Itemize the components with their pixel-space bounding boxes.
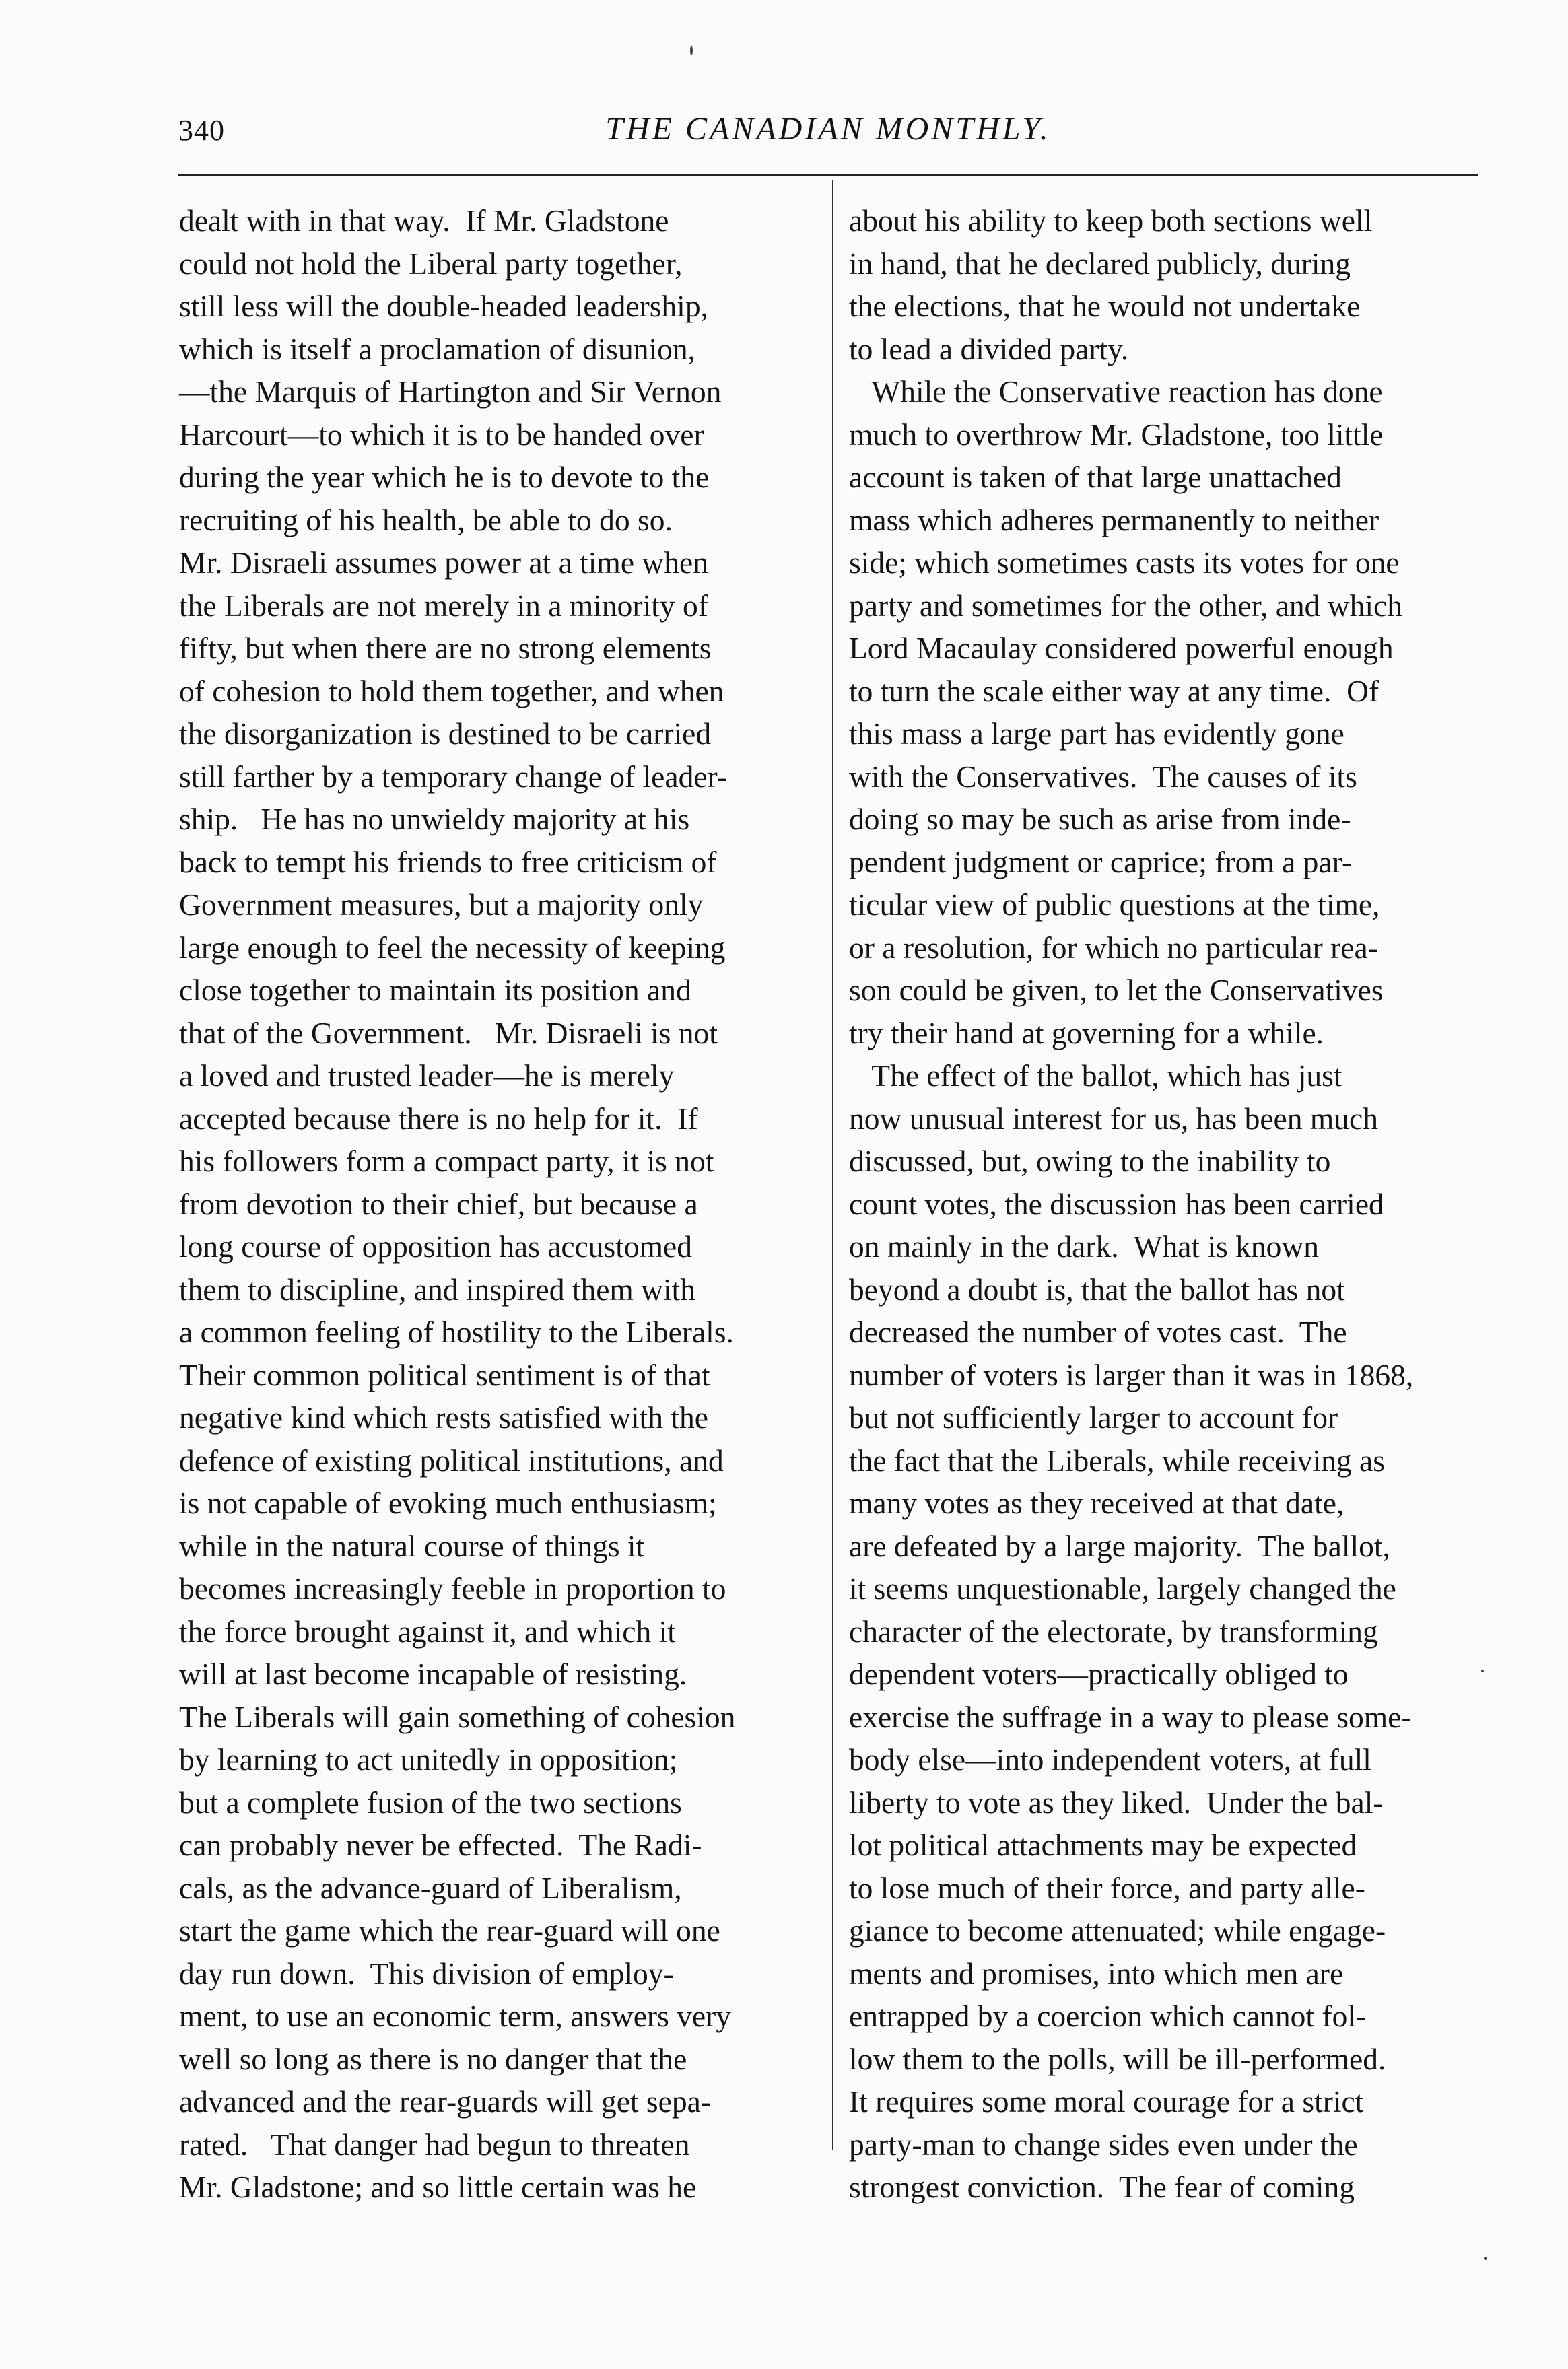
text-line: recruiting of his health, be able to do so. (179, 502, 673, 537)
text-line: exercise the suffrage in a way to please some- (849, 1699, 1412, 1734)
text-line: count votes, the discussion has been carried (849, 1186, 1384, 1221)
text-line: lot political attachments may be expected (849, 1828, 1357, 1862)
text-line: accepted because there is no help for it. If (179, 1101, 698, 1136)
text-line: is not capable of evoking much enthusiasm; (179, 1486, 717, 1520)
text-line: in hand, that he declared publicly, during (849, 246, 1351, 281)
scan-speck (1484, 2257, 1487, 2260)
text-line: fifty, but when there are no strong elements (179, 631, 712, 665)
text-line: pendent judgment or caprice; from a par- (849, 844, 1352, 879)
text-line: from devotion to their chief, but because a (179, 1186, 698, 1221)
text-line: with the Conservatives. The causes of its (849, 759, 1357, 794)
text-line: day run down. This division of employ- (179, 1956, 674, 1991)
text-line: It requires some moral courage for a strict (849, 2084, 1364, 2119)
text-line: party-man to change sides even under the (849, 2127, 1358, 2162)
text-line: giance to become attenuated; while engage- (849, 1913, 1386, 1948)
text-line: while in the natural course of things it (179, 1528, 645, 1563)
text-line: son could be given, to let the Conservatives (849, 973, 1384, 1007)
text-line: The effect of the ballot, which has just (849, 1058, 1342, 1093)
text-line: Mr. Disraeli assumes power at a time when (179, 545, 708, 580)
text-line: about his ability to keep both sections well (849, 203, 1373, 238)
text-line: liberty to vote as they liked. Under the bal- (849, 1785, 1384, 1820)
text-line: to turn the scale either way at any time. Of (849, 673, 1379, 708)
text-line: now unusual interest for us, has been much (849, 1101, 1378, 1136)
text-line: number of voters is larger than it was in 1868, (849, 1357, 1414, 1392)
text-line: this mass a large part has evidently gone (849, 716, 1344, 751)
text-line: entrapped by a coercion which cannot fol- (849, 1999, 1367, 2033)
scan-speck (1481, 1670, 1484, 1672)
text-line: it seems unquestionable, largely changed the (849, 1571, 1396, 1606)
page-header (178, 108, 1478, 162)
text-line: body else—into independent voters, at full (849, 1742, 1371, 1777)
text-line: will at last become incapable of resisting. (179, 1657, 687, 1691)
text-line: of cohesion to hold them together, and when (179, 673, 724, 708)
text-line: are defeated by a large majority. The ballot, (849, 1528, 1390, 1563)
text-line: rated. That danger had begun to threaten (179, 2127, 690, 2162)
text-line: which is itself a proclamation of disunion, (179, 331, 696, 366)
text-line: the disorganization is destined to be carried (179, 716, 712, 751)
text-line: ment, to use an economic term, answers very (179, 1999, 731, 2033)
text-line: cals, as the advance-guard of Liberalism, (179, 1870, 682, 1905)
text-line: can probably never be effected. The Radi- (179, 1828, 702, 1862)
text-line: While the Conservative reaction has done (849, 374, 1383, 409)
text-line: ticular view of public questions at the time, (849, 887, 1380, 922)
text-line: Lord Macaulay considered powerful enough (849, 631, 1394, 665)
left-column (179, 199, 819, 2209)
text-line: them to discipline, and inspired them with (179, 1272, 696, 1307)
text-line: that of the Government. Mr. Disraeli is not (179, 1015, 718, 1050)
text-line: but not sufficiently larger to account for (849, 1400, 1338, 1435)
text-line: a loved and trusted leader—he is merely (179, 1058, 675, 1093)
text-line: ship. He has no unwieldy majority at his (179, 802, 690, 836)
text-line: Government measures, but a majority only (179, 887, 704, 922)
text-line: ments and promises, into which men are (849, 1956, 1344, 1991)
text-line: but a complete fusion of the two sections (179, 1785, 682, 1820)
text-line: well so long as there is no danger that the (179, 2041, 687, 2076)
text-line: could not hold the Liberal party together, (179, 246, 683, 281)
text-line: —the Marquis of Hartington and Sir Vernon (179, 374, 722, 409)
text-line: Harcourt—to which it is to be handed over (179, 417, 704, 452)
text-line: dealt with in that way. If Mr. Gladstone (179, 203, 669, 238)
text-line: long course of opposition has accustomed (179, 1229, 692, 1264)
text-line: side; which sometimes casts its votes for one (849, 545, 1400, 580)
text-line: negative kind which rests satisfied with the (179, 1400, 708, 1435)
text-line: The Liberals will gain something of cohesion (179, 1699, 736, 1734)
text-line: to lead a divided party. (849, 331, 1129, 366)
text-line: many votes as they received at that date, (849, 1486, 1344, 1520)
text-line: mass which adheres permanently to neither (849, 502, 1379, 537)
text-line: the force brought against it, and which it (179, 1614, 676, 1649)
text-line: much to overthrow Mr. Gladstone, too little (849, 417, 1384, 452)
text-line: or a resolution, for which no particular rea- (849, 930, 1378, 965)
text-line: the fact that the Liberals, while receiving as (849, 1443, 1385, 1478)
column-divider (832, 180, 833, 2150)
text-line: the elections, that he would not undertake (849, 289, 1361, 323)
text-line: dependent voters—practically obliged to (849, 1657, 1349, 1691)
text-line: defence of existing political institutions, and (179, 1443, 724, 1478)
text-line: still less will the double-headed leadership, (179, 289, 708, 323)
text-line: his followers form a compact party, it is not (179, 1144, 714, 1178)
text-line: on mainly in the dark. What is known (849, 1229, 1319, 1264)
text-line: advanced and the rear-guards will get sepa- (179, 2084, 711, 2119)
text-line: Their common political sentiment is of that (179, 1357, 710, 1392)
text-line: strongest conviction. The fear of coming (849, 2170, 1355, 2204)
text-line: account is taken of that large unattached (849, 460, 1342, 494)
text-line: the Liberals are not merely in a minority of (179, 588, 708, 623)
text-line: start the game which the rear-guard will one (179, 1913, 720, 1948)
text-line: still farther by a temporary change of leader- (179, 759, 727, 794)
text-line: back to tempt his friends to free criticism of (179, 844, 717, 879)
text-line: close together to maintain its position and (179, 973, 691, 1007)
text-line: try their hand at governing for a while. (849, 1015, 1324, 1050)
text-line: Mr. Gladstone; and so little certain was he (179, 2170, 697, 2204)
text-line: becomes increasingly feeble in proportion to (179, 1571, 726, 1606)
text-line: by learning to act unitedly in opposition; (179, 1742, 678, 1777)
text-line: a common feeling of hostility to the Liberals. (179, 1315, 734, 1349)
text-line: low them to the polls, will be ill-performed. (849, 2041, 1386, 2076)
text-line: decreased the number of votes cast. The (849, 1315, 1347, 1349)
text-line: large enough to feel the necessity of keeping (179, 930, 726, 965)
header-rule (178, 174, 1478, 176)
scan-speck (690, 46, 693, 55)
text-line: party and sometimes for the other, and which (849, 588, 1402, 623)
text-line: doing so may be such as arise from inde- (849, 802, 1351, 836)
text-line: character of the electorate, by transforming (849, 1614, 1378, 1649)
text-line: to lose much of their force, and party alle- (849, 1870, 1365, 1905)
text-line: discussed, but, owing to the inability to (849, 1144, 1331, 1178)
right-column (849, 199, 1475, 2209)
text-line: during the year which he is to devote to the (179, 460, 710, 494)
text-line: beyond a doubt is, that the ballot has not (849, 1272, 1345, 1307)
page-number: 340 (178, 114, 225, 147)
running-head: THE CANADIAN MONTHLY. (605, 111, 1051, 147)
